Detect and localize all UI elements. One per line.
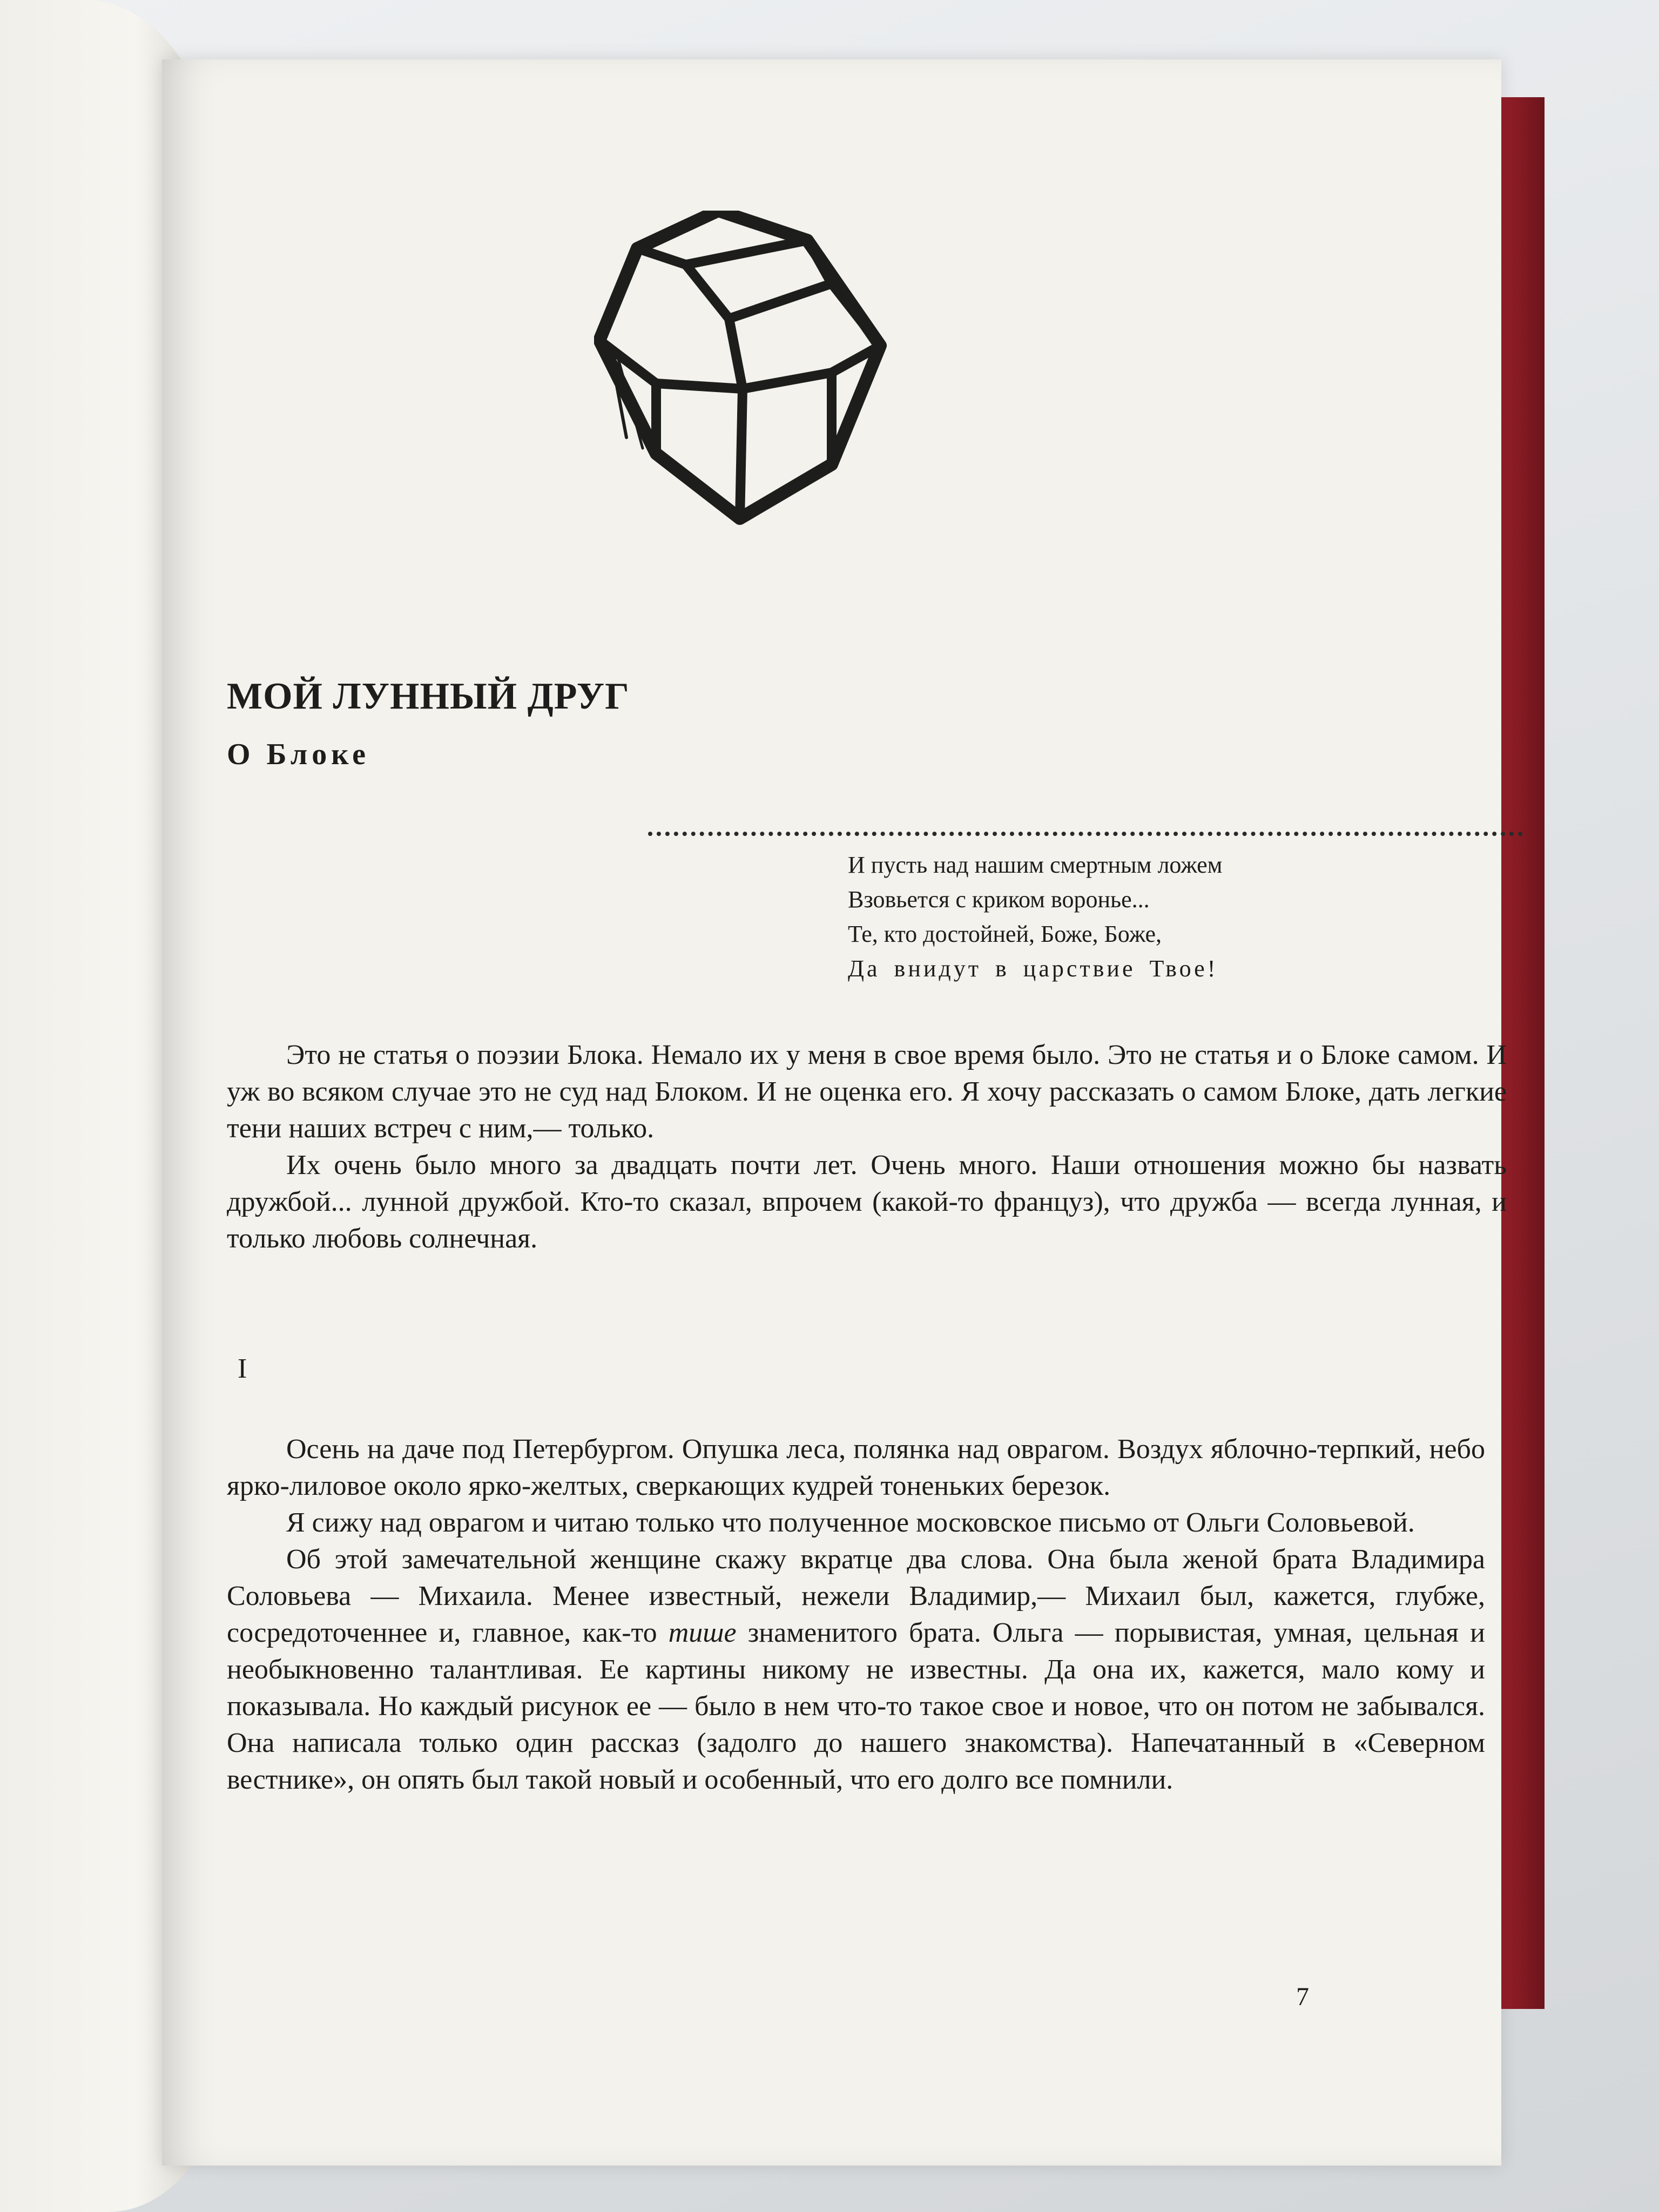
paragraph-text: Об этой замечательной женщине скажу вкратце два слова. Она была женой брата Владимира Соловьева — Михаила. Менее известный, нежели Владимир,— Михаил был, кажется, глубже, сосредоточеннее и, главное, как-то: [227, 1544, 1485, 1648]
epigraph: [848, 848, 1523, 986]
paragraph: Осень на даче под Петербургом. Опушка леса, полянка над оврагом. Воздух яблочно-терпкий, небо ярко-лиловое около ярко-желтых, сверкающих кудрей тоненьких березок.: [227, 1434, 1485, 1501]
paragraph: Это не статья о поэзии Блока. Немало их у меня в свое время было. Это не статья и о Блоке самом. И уж во всяком случае это не суд над Блоком. И не оценка его. Я хочу рассказать о самом Блоке, дать легкие тени наших встреч с ним,— только.: [227, 1040, 1507, 1144]
dotted-divider: [648, 832, 1523, 836]
chapter-subtitle: О Блоке: [227, 738, 370, 771]
dodecahedron-drawing-icon: [594, 211, 950, 535]
intro-text: [227, 1037, 1507, 1257]
epigraph-line: Взовьется с криком воронье...: [848, 886, 1150, 913]
paragraph-text: знаменитого брата. Ольга — порывистая, умная, цельная и необыкновенно талантливая. Ее картины никому не известны. Да она их, кажется, мало кому и показывала. Но каждый рисунок ее — было в нем что-то такое свое и новое, что он потом не забывался. Она написала только один рассказ (задолго до нашего знакомства). Напечатанный в «Северном вестнике», он опять был такой новый и особенный, что его долго все помнили.: [227, 1617, 1485, 1795]
epigraph-line: Те, кто достойней, Боже, Боже,: [848, 921, 1162, 947]
epigraph-line: Да внидут в царствие Твое!: [848, 955, 1218, 982]
epigraph-line: И пусть над нашим смертным ложем: [848, 852, 1223, 878]
book-page: [162, 59, 1507, 2166]
section-numeral: I: [238, 1353, 247, 1384]
emphasized-word: тише: [668, 1617, 737, 1648]
chapter-title: МОЙ ЛУННЫЙ ДРУГ: [227, 676, 630, 717]
paragraph: Их очень было много за двадцать почти лет. Очень много. Наши отношения можно бы назвать дружбой... лунной дружбой. Кто-то сказал, впрочем (какой-то француз), что дружба — всегда лунная, и только любовь солнечная.: [227, 1150, 1507, 1254]
paragraph: [227, 1541, 1485, 1798]
paragraph: Я сижу над оврагом и читаю только что полученное московское письмо от Ольги Соловьевой.: [286, 1507, 1415, 1538]
section-text: [227, 1431, 1485, 1798]
page-number: 7: [1296, 1982, 1309, 2011]
